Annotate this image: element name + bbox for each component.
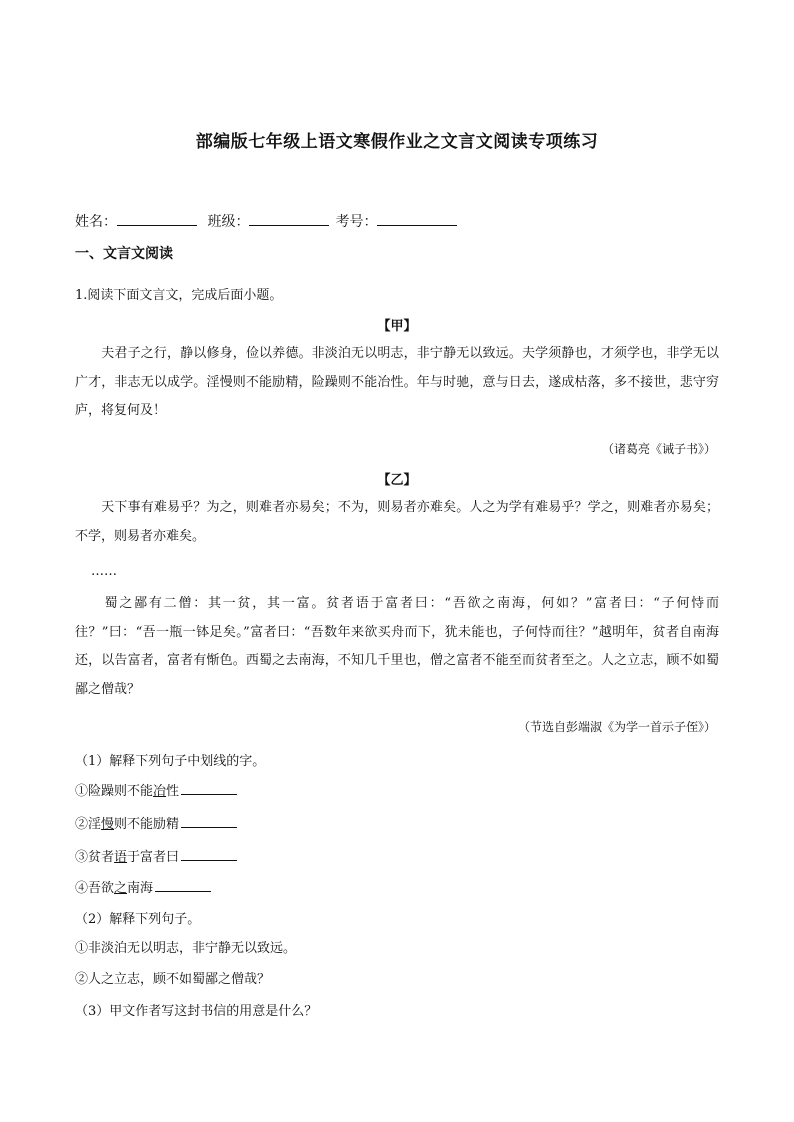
question-prompt: 1.阅读下面文言文，完成后面小题。 bbox=[75, 288, 283, 303]
passage-ellipsis: …… bbox=[91, 564, 117, 579]
passage-jia-text: 夫君子之行，静以修身，俭以养德。非淡泊无以明志，非宁静无以致远。夫学须静也，才须学也，非学无以广才，非志无以成学。淫慢则不能励精，险躁则不能冶性。年与时驰，意与日去，遂成枯落，多不接世，悲守穷庐，将复何及！ bbox=[75, 346, 719, 418]
section-heading: 一、文言文阅读 bbox=[75, 246, 173, 262]
answer-blank[interactable] bbox=[155, 879, 211, 892]
passage-yi-heading: 【乙】 bbox=[377, 473, 417, 488]
underlined-char: 之 bbox=[114, 881, 128, 896]
sub2-item-1: ①非淡泊无以明志，非宁静无以致远。 bbox=[75, 941, 297, 956]
sub1-item-3: ③贫者语于富者曰 bbox=[75, 846, 237, 865]
sub2-item-2: ②人之立志，顾不如蜀鄙之僧哉？ bbox=[75, 972, 271, 987]
answer-blank[interactable] bbox=[181, 815, 237, 828]
sub-question-1-label: （1）解释下列句子中划线的字。 bbox=[75, 754, 266, 769]
passage-yi-text2: 蜀之鄙有二僧：其一贫，其一富。贫者语于富者曰：“吾欲之南海，何如？”富者曰：“子何恃而往？”曰：“吾一瓶一钵足矣。”富者曰：“吾数年来欲买舟而下，犹未能也，子何恃而往？”越明年，贫者自南海还，以告富者，富者有惭色。西蜀之去南海，不知几千里也，僧之富者不能至而贫者至之。人之立志，顾不如蜀鄙之僧哉？ bbox=[75, 596, 719, 697]
sub-question-2-label: （2）解释下列句子。 bbox=[75, 912, 201, 927]
passage-jia-heading: 【甲】 bbox=[377, 319, 417, 334]
sub1-item-1: ①险躁则不能冶性 bbox=[75, 780, 237, 799]
underlined-char: 语 bbox=[114, 850, 128, 865]
underlined-char: 慢 bbox=[101, 817, 115, 832]
class-blank[interactable] bbox=[249, 212, 329, 226]
sub-question-3-label: （3）甲文作者写这封书信的用意是什么？ bbox=[75, 1004, 318, 1019]
name-blank[interactable] bbox=[117, 212, 197, 226]
class-label: 班级： bbox=[207, 214, 250, 230]
student-info-line bbox=[75, 211, 463, 231]
passage-jia-source: （诸葛亮《诫子书》） bbox=[601, 442, 716, 456]
document-title: 部编版七年级上语文寒假作业之文言文阅读专项练习 bbox=[195, 132, 599, 152]
passage-yi-source: （节选自彭端淑《为学一首示子侄》） bbox=[517, 720, 716, 734]
passage-yi-text1: 天下事有难易乎？为之，则难者亦易矣；不为，则易者亦难矣。人之为学有难易乎？学之，则难者亦易矣；不学，则易者亦难矣。 bbox=[75, 500, 719, 544]
number-blank[interactable] bbox=[377, 212, 457, 226]
underlined-char: 冶 bbox=[153, 784, 167, 799]
sub1-item-2: ②淫慢则不能励精 bbox=[75, 813, 237, 832]
name-label: 姓名： bbox=[75, 214, 117, 230]
answer-blank[interactable] bbox=[181, 848, 237, 861]
sub1-item-4: ④吾欲之南海 bbox=[75, 877, 211, 896]
number-label: 考号： bbox=[335, 214, 378, 230]
answer-blank[interactable] bbox=[181, 782, 237, 795]
